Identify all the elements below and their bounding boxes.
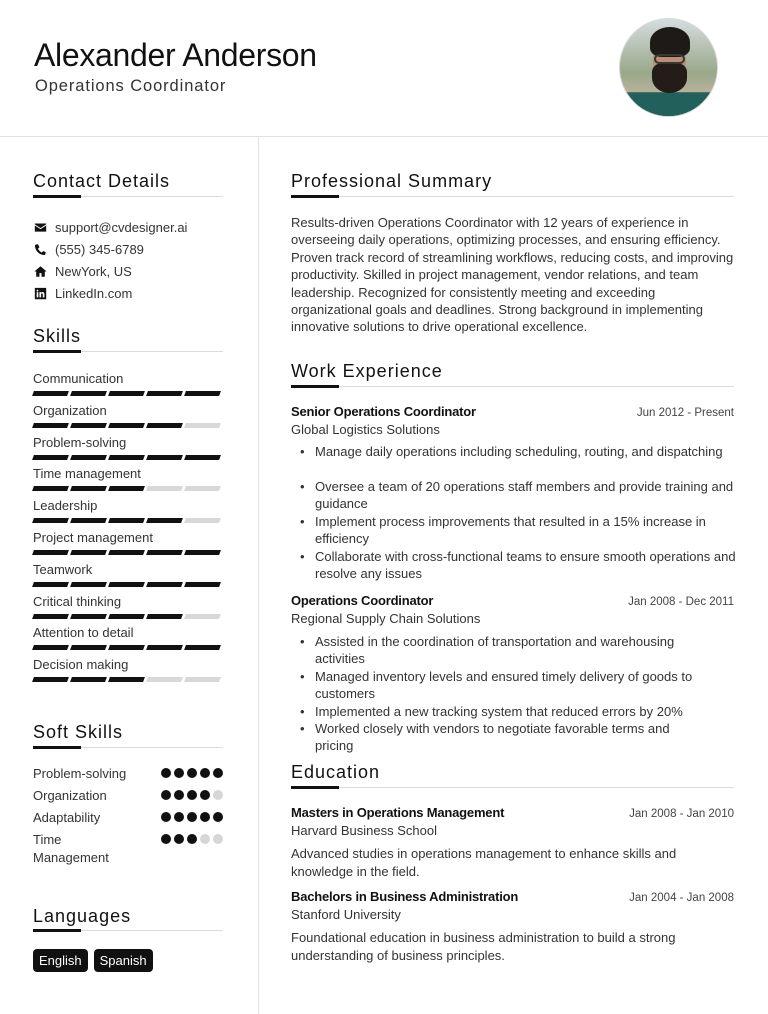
column-divider bbox=[258, 137, 259, 1014]
rating-dot-icon bbox=[200, 768, 210, 778]
skill-level-segment bbox=[108, 677, 145, 682]
skill-item bbox=[33, 529, 223, 555]
skill-level-segment bbox=[146, 486, 183, 491]
job-bullet: • Collaborate with cross-functional teams to ensure smooth operations and resolve any issues bbox=[291, 548, 741, 583]
rating-dot-icon bbox=[213, 834, 223, 844]
job-bullet: • Worked closely with vendors to negotiate favorable terms and pricing bbox=[291, 720, 711, 755]
soft-skill-rating bbox=[161, 834, 223, 867]
soft-skills-heading: Soft Skills bbox=[33, 722, 124, 742]
education-dates: Jan 2008 - Jan 2010 bbox=[629, 808, 734, 820]
skill-level-bar bbox=[33, 391, 223, 396]
skill-level-segment bbox=[32, 455, 69, 460]
skill-level-segment bbox=[32, 423, 69, 428]
skill-level-segment bbox=[146, 518, 183, 523]
profile-photo bbox=[619, 18, 718, 117]
soft-skill-rating bbox=[161, 812, 223, 827]
skill-level-segment bbox=[70, 518, 107, 523]
skill-level-segment bbox=[108, 391, 145, 396]
skill-label: Project management bbox=[33, 530, 153, 545]
summary-heading: Professional Summary bbox=[291, 171, 493, 191]
section-rule bbox=[33, 930, 223, 931]
skill-label: Time management bbox=[33, 466, 141, 482]
skill-level-segment bbox=[70, 677, 107, 682]
contact-text: (555) 345-6789 bbox=[55, 241, 144, 257]
skill-level-segment bbox=[70, 550, 107, 555]
soft-skill-label: Problem-solving bbox=[33, 766, 127, 781]
skill-level-segment bbox=[184, 518, 221, 523]
rating-dot-icon bbox=[187, 790, 197, 800]
skill-level-segment bbox=[108, 582, 145, 587]
degree: Masters in Operations Management bbox=[291, 805, 505, 820]
section-rule bbox=[291, 196, 734, 197]
soft-skill-item bbox=[33, 765, 223, 783]
contact-email[interactable] bbox=[33, 218, 187, 236]
skill-level-segment bbox=[184, 486, 221, 491]
summary-text: Results-driven Operations Coordinator with 12 years of experience in overseeing daily operations, optimizing processes, and ensuring efficiency. Proven track record of streamlining workflows, reducing costs, and improving productivity. Skilled in project management, vendor relations, and team leadership. Recognized for consistently meeting and exceeding organizational goals and deadlines. Strong background in implementing innovative solutions to drive operational excellence. bbox=[291, 215, 734, 335]
skill-level-segment bbox=[184, 614, 221, 619]
skill-item bbox=[33, 370, 223, 396]
skill-level-segment bbox=[184, 423, 221, 428]
skill-level-segment bbox=[70, 423, 107, 428]
skill-level-segment bbox=[70, 391, 107, 396]
skill-label: Critical thinking bbox=[33, 593, 122, 609]
job-company: Global Logistics Solutions bbox=[291, 422, 440, 437]
envelope-icon bbox=[33, 220, 47, 234]
skill-label: Problem-solving bbox=[33, 434, 127, 450]
skill-level-segment bbox=[32, 486, 69, 491]
education-header bbox=[291, 805, 734, 820]
education-dates: Jan 2004 - Jan 2008 bbox=[629, 892, 734, 904]
skill-level-segment bbox=[184, 645, 221, 650]
skill-level-segment bbox=[108, 645, 145, 650]
skill-level-bar bbox=[33, 677, 223, 682]
job-bullet: • Managed inventory levels and ensured timely delivery of goods to customers bbox=[291, 668, 711, 703]
skill-level-segment bbox=[146, 582, 183, 587]
rating-dot-icon bbox=[174, 768, 184, 778]
soft-skill-rating bbox=[161, 790, 223, 805]
skill-level-segment bbox=[184, 455, 221, 460]
languages-heading: Languages bbox=[33, 906, 132, 926]
skill-item bbox=[33, 561, 223, 587]
language-badge: Spanish bbox=[94, 949, 153, 972]
skill-level-segment bbox=[32, 614, 69, 619]
education-heading: Education bbox=[291, 762, 381, 782]
job-bullet: • Manage daily operations including scheduling, routing, and dispatching bbox=[291, 443, 741, 460]
soft-skill-item bbox=[33, 809, 223, 827]
school: Stanford University bbox=[291, 907, 401, 922]
skill-item bbox=[33, 656, 223, 682]
job-dates: Jun 2012 - Present bbox=[636, 407, 734, 419]
skill-level-segment bbox=[32, 582, 69, 587]
rating-dot-icon bbox=[161, 834, 171, 844]
skill-level-segment bbox=[70, 486, 107, 491]
skill-level-segment bbox=[108, 518, 145, 523]
language-badge: English bbox=[33, 949, 88, 972]
skill-level-segment bbox=[184, 550, 221, 555]
soft-skill-label: Adaptability bbox=[33, 810, 101, 825]
section-rule bbox=[33, 747, 223, 748]
skill-label: Attention to detail bbox=[33, 625, 134, 641]
education-description: Advanced studies in operations management to enhance skills and knowledge in the field. bbox=[291, 846, 677, 879]
job-role: Senior Operations Coordinator bbox=[291, 404, 476, 419]
skill-level-bar bbox=[33, 455, 223, 460]
skills-heading: Skills bbox=[33, 326, 82, 346]
education-description: Foundational education in business administration to build a strong understanding of business principles. bbox=[291, 930, 676, 963]
rating-dot-icon bbox=[213, 790, 223, 800]
rating-dot-icon bbox=[213, 812, 223, 822]
skill-level-segment bbox=[146, 550, 183, 555]
rating-dot-icon bbox=[174, 790, 184, 800]
job-header bbox=[291, 404, 734, 419]
rating-dot-icon bbox=[174, 834, 184, 844]
soft-skill-rating bbox=[161, 768, 223, 783]
skill-level-bar bbox=[33, 486, 223, 491]
skill-level-segment bbox=[108, 455, 145, 460]
contact-text: NewYork, US bbox=[55, 263, 132, 279]
section-rule bbox=[33, 196, 223, 197]
job-bullet: • Assisted in the coordination of transportation and warehousing activities bbox=[291, 633, 711, 668]
skill-level-segment bbox=[32, 645, 69, 650]
job-dates: Jan 2008 - Dec 2011 bbox=[628, 596, 734, 608]
phone-icon bbox=[33, 242, 47, 256]
skill-level-bar bbox=[33, 614, 223, 619]
soft-skill-label: Time Management bbox=[33, 832, 109, 865]
rating-dot-icon bbox=[161, 768, 171, 778]
job-bullets bbox=[291, 443, 741, 582]
skill-item bbox=[33, 434, 223, 460]
skill-level-segment bbox=[70, 614, 107, 619]
skill-level-segment bbox=[32, 677, 69, 682]
skill-level-segment bbox=[146, 391, 183, 396]
skill-level-segment bbox=[108, 423, 145, 428]
skill-level-segment bbox=[70, 582, 107, 587]
contact-phone[interactable] bbox=[33, 240, 144, 258]
job-role: Operations Coordinator bbox=[291, 593, 434, 608]
soft-skill-item bbox=[33, 831, 223, 867]
skill-level-segment bbox=[146, 614, 183, 619]
rating-dot-icon bbox=[187, 834, 197, 844]
job-bullet: • Implemented a new tracking system that reduced errors by 20% bbox=[291, 703, 711, 720]
contact-location bbox=[33, 262, 132, 280]
soft-skill-item bbox=[33, 787, 223, 805]
skill-level-segment bbox=[70, 455, 107, 460]
skill-label: Communication bbox=[33, 371, 124, 386]
section-rule bbox=[33, 351, 223, 352]
job-header bbox=[291, 593, 734, 608]
skill-level-segment bbox=[184, 391, 221, 396]
skill-level-segment bbox=[32, 518, 69, 523]
skill-level-segment bbox=[108, 550, 145, 555]
rating-dot-icon bbox=[187, 812, 197, 822]
skill-level-segment bbox=[108, 486, 145, 491]
rating-dot-icon bbox=[187, 768, 197, 778]
rating-dot-icon bbox=[200, 812, 210, 822]
skill-label: Organization bbox=[33, 402, 107, 418]
skill-level-bar bbox=[33, 550, 223, 555]
skill-item bbox=[33, 624, 223, 650]
contact-linkedin[interactable] bbox=[33, 284, 132, 302]
skill-level-segment bbox=[184, 582, 221, 587]
school: Harvard Business School bbox=[291, 823, 437, 838]
soft-skill-label: Organization bbox=[33, 788, 107, 803]
home-icon bbox=[33, 264, 47, 278]
skill-level-segment bbox=[184, 677, 221, 682]
skill-item bbox=[33, 402, 223, 428]
education-header bbox=[291, 889, 734, 904]
contact-heading: Contact Details bbox=[33, 171, 171, 191]
rating-dot-icon bbox=[213, 768, 223, 778]
contact-text: LinkedIn.com bbox=[55, 285, 133, 301]
skill-label: Leadership bbox=[33, 498, 98, 514]
languages-list bbox=[33, 949, 153, 972]
skill-item bbox=[33, 593, 223, 619]
skill-label: Teamwork bbox=[33, 561, 93, 577]
skill-item bbox=[33, 465, 223, 491]
rating-dot-icon bbox=[161, 790, 171, 800]
rating-dot-icon bbox=[174, 812, 184, 822]
degree: Bachelors in Business Administration bbox=[291, 889, 519, 904]
skill-label: Decision making bbox=[33, 657, 129, 673]
skill-level-segment bbox=[32, 550, 69, 555]
linkedin-icon bbox=[33, 286, 47, 300]
skill-level-segment bbox=[146, 645, 183, 650]
job-bullets bbox=[291, 633, 711, 755]
skill-level-bar bbox=[33, 582, 223, 587]
skill-level-segment bbox=[146, 423, 183, 428]
rating-dot-icon bbox=[200, 834, 210, 844]
skill-level-segment bbox=[32, 391, 69, 396]
skill-level-bar bbox=[33, 645, 223, 650]
contact-text: support@cvdesigner.ai bbox=[55, 219, 188, 235]
skill-item bbox=[33, 497, 223, 523]
job-company: Regional Supply Chain Solutions bbox=[291, 611, 481, 626]
skill-level-segment bbox=[146, 455, 183, 460]
skill-level-segment bbox=[108, 614, 145, 619]
rating-dot-icon bbox=[200, 790, 210, 800]
job-bullet: • Oversee a team of 20 operations staff members and provide training and guidance bbox=[291, 478, 741, 513]
candidate-name: Alexander Anderson bbox=[34, 37, 317, 73]
job-bullet: • Implement process improvements that resulted in a 15% increase in efficiency bbox=[291, 513, 741, 548]
skill-level-segment bbox=[70, 645, 107, 650]
section-rule bbox=[291, 386, 734, 387]
candidate-title: Operations Coordinator bbox=[35, 77, 227, 95]
experience-heading: Work Experience bbox=[291, 361, 443, 381]
skill-level-bar bbox=[33, 423, 223, 428]
skill-level-bar bbox=[33, 518, 223, 523]
resume-header bbox=[0, 0, 768, 137]
rating-dot-icon bbox=[161, 812, 171, 822]
section-rule bbox=[291, 787, 734, 788]
skill-level-segment bbox=[146, 677, 183, 682]
